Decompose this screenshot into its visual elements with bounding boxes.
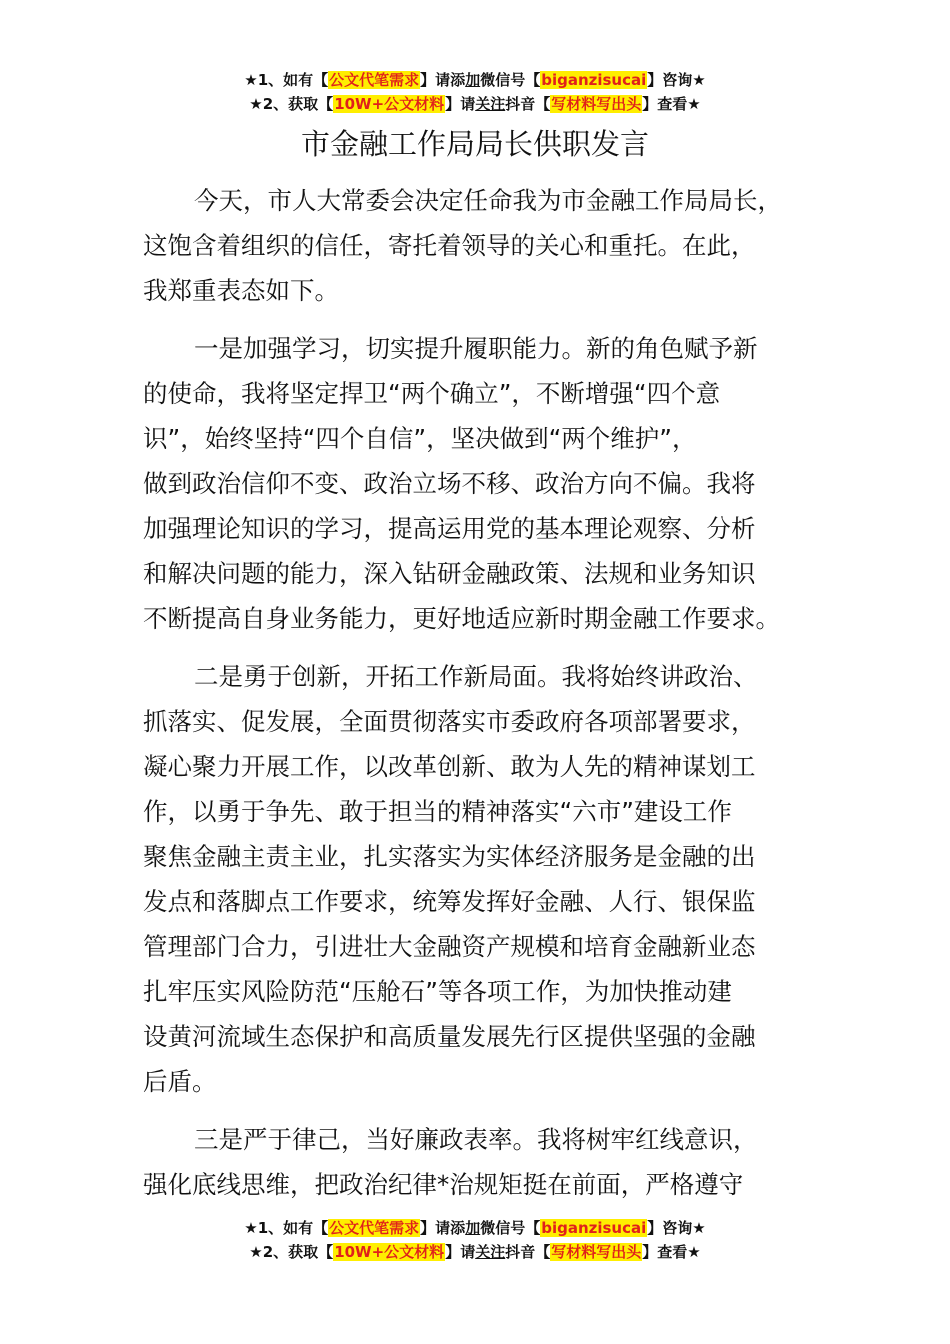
paragraph-innovation	[143, 654, 833, 1104]
footer-banner-line-1	[0, 1216, 950, 1240]
text-line: 设黄河流域生态保护和高质量发展先行区提供坚强的金融	[143, 1022, 756, 1051]
header-banner	[0, 68, 950, 116]
text-line: 这饱含着组织的信任，寄托着领导的关心和重托。在此，	[143, 231, 756, 260]
text-line: 聚焦金融主责主业，扎实落实为实体经济服务是金融的出	[143, 842, 756, 871]
text-line: 扎牢压实风险防范“压舱石”等各项工作，为加快推动建	[143, 977, 732, 1006]
banner-highlight: 公文代笔需求	[329, 1219, 420, 1237]
text-line: 和解决问题的能力，深入钻研金融政策、法规和业务知识	[143, 559, 756, 588]
banner-text: ★1、如有【	[244, 71, 329, 89]
banner-douyin-account: 写材料写出头	[551, 95, 642, 113]
banner-underlined-text: 关注	[475, 1243, 506, 1261]
banner-wechat-id: biganzisucai	[541, 71, 647, 89]
banner-text: 】咨询★	[647, 1219, 706, 1237]
banner-underlined-text: 关注	[475, 95, 506, 113]
text-line: 抓落实、促发展，全面贯彻落实市委政府各项部署要求，	[143, 707, 756, 736]
banner-text: 】请	[445, 95, 476, 113]
banner-text: ★2、获取【	[249, 95, 334, 113]
text-line: 发点和落脚点工作要求，统筹发挥好金融、人行、银保监	[143, 887, 756, 916]
text-line: 后盾。	[143, 1067, 217, 1096]
banner-text: 】查看★	[642, 1243, 701, 1261]
banner-text: 抖音【	[505, 1243, 551, 1261]
banner-text: 】请添	[420, 71, 466, 89]
text-line: 作，以勇于争先、敢于担当的精神落实“六市”建设工作	[143, 797, 732, 826]
banner-text: 微信号【	[480, 71, 541, 89]
header-banner-line-2	[0, 92, 950, 116]
text-line: 一是加强学习，切实提升履职能力。新的角色赋予新	[194, 334, 758, 363]
banner-text: 】咨询★	[647, 71, 706, 89]
banner-highlight: 公文代笔需求	[329, 71, 420, 89]
footer-banner-line-2	[0, 1240, 950, 1264]
text-line: 今天，市人大常委会决定任命我为市金融工作局局长，	[194, 186, 782, 215]
banner-underlined-text: 加	[465, 1219, 481, 1237]
text-line: 二是勇于创新，开拓工作新局面。我将始终讲政治、	[194, 662, 758, 691]
text-line: 凝心聚力开展工作，以改革创新、敢为人先的精神谋划工	[143, 752, 756, 781]
document-body	[143, 178, 833, 1199]
banner-douyin-account: 写材料写出头	[551, 1243, 642, 1261]
text-line: 不断提高自身业务能力，更好地适应新时期金融工作要求。	[143, 604, 780, 633]
paragraph-integrity	[143, 1117, 833, 1207]
header-banner-line-1	[0, 68, 950, 92]
text-line: 做到政治信仰不变、政治立场不移、政治方向不偏。我将	[143, 469, 756, 498]
text-line: 识”，始终坚持“四个自信”，坚决做到“两个维护”，	[143, 424, 697, 453]
paragraph-intro	[143, 178, 833, 313]
banner-text: ★1、如有【	[244, 1219, 329, 1237]
text-line: 管理部门合力，引进壮大金融资产规模和培育金融新业态	[143, 932, 756, 961]
banner-highlight: 10W+公文材料	[334, 95, 445, 113]
document-title: 市金融工作局局长供职发言	[300, 127, 649, 161]
banner-text: 微信号【	[480, 1219, 541, 1237]
text-line: 加强理论知识的学习，提高运用党的基本理论观察、分析	[143, 514, 756, 543]
banner-wechat-id: biganzisucai	[541, 1219, 647, 1237]
banner-text: 】请添	[420, 1219, 466, 1237]
banner-text: 】查看★	[642, 95, 701, 113]
text-line: 的使命，我将坚定捍卫“两个确立”，不断增强“四个意	[143, 379, 721, 408]
footer-banner	[0, 1216, 950, 1264]
text-line: 我郑重表态如下。	[143, 276, 339, 305]
banner-underlined-text: 加	[465, 71, 481, 89]
text-line: 强化底线思维，把政治纪律*治规矩挺在前面，严格遵守	[143, 1170, 744, 1199]
text-line: 三是严于律己，当好廉政表率。我将树牢红线意识，	[194, 1125, 758, 1154]
banner-highlight: 10W+公文材料	[334, 1243, 445, 1261]
paragraph-study	[143, 326, 833, 641]
banner-text: 】请	[445, 1243, 476, 1261]
banner-text: 抖音【	[505, 95, 551, 113]
banner-text: ★2、获取【	[249, 1243, 334, 1261]
